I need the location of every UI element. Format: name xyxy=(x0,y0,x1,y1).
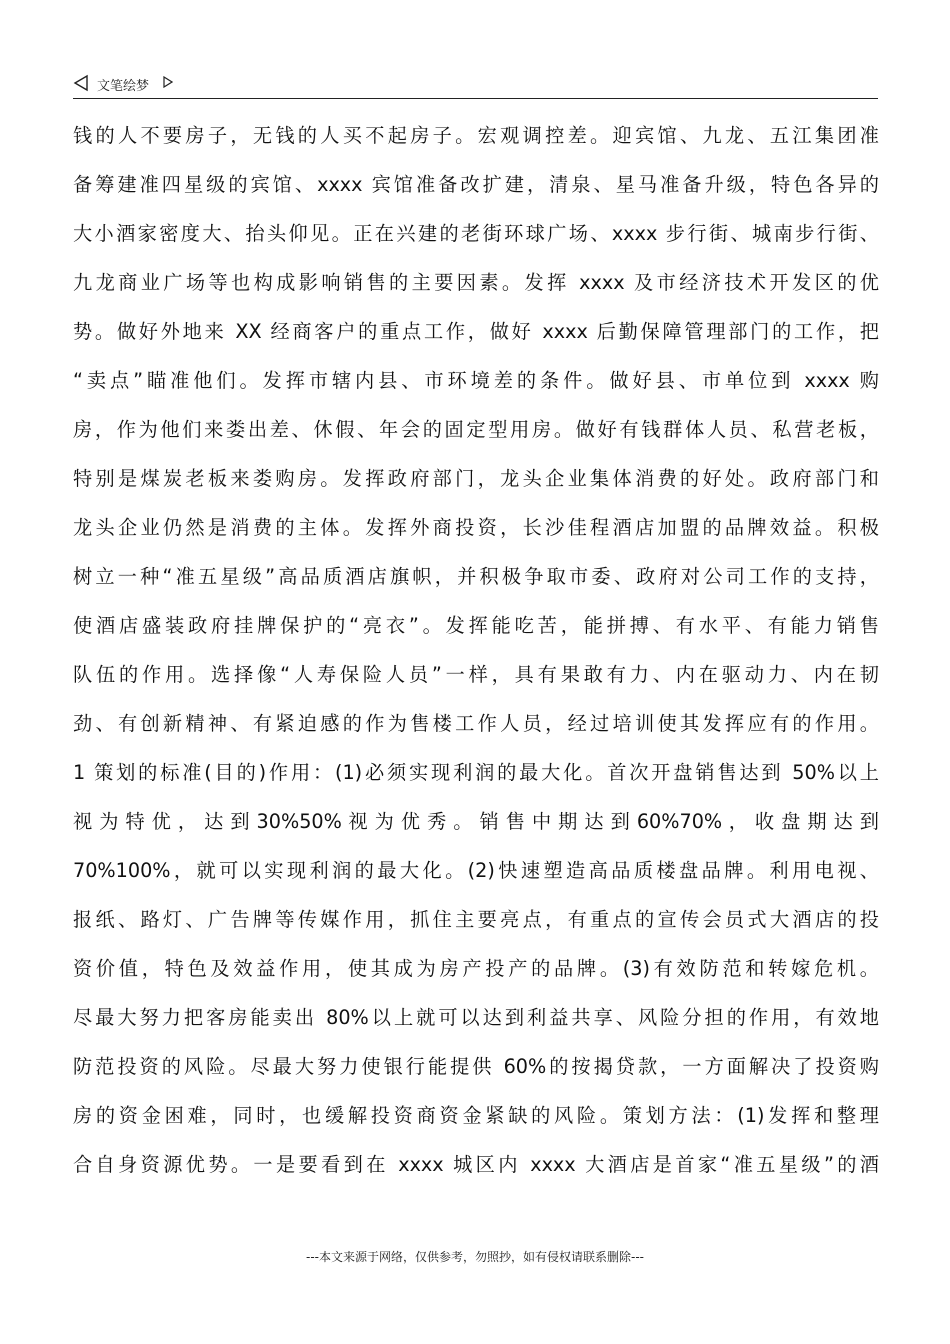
text-line: 70%100%，就可以实现利润的最大化。(2)快速塑造高品质楼盘品牌。利用电视、 xyxy=(73,859,879,882)
header-title: 文笔绘梦 xyxy=(97,79,150,94)
text-line: 1 策划的标准(目的)作用：(1)必须实现利润的最大化。首次开盘销售达到 50%以上 xyxy=(73,761,879,784)
document-body xyxy=(73,111,879,1189)
text-line: 房的资金困难，同时，也缓解投资商资金紧缺的风险。策划方法：(1)发挥和整理 xyxy=(73,1104,879,1127)
text-line: 钱的人不要房子，无钱的人买不起房子。宏观调控差。迎宾馆、九龙、五江集团准 xyxy=(73,124,879,147)
text-line: 树立一种“准五星级”高品质酒店旗帜，并积极争取市委、政府对公司工作的支持， xyxy=(73,565,879,588)
text-line: 房，作为他们来娄出差、休假、年会的固定型用房。做好有钱群体人员、私营老板， xyxy=(73,418,879,441)
text-line: 防范投资的风险。尽最大努力使银行能提供 60%的按揭贷款，一方面解决了投资购 xyxy=(73,1055,879,1078)
text-line: 大小酒家密度大、抬头仰见。正在兴建的老街环球广场、xxxx 步行街、城南步行街、 xyxy=(73,222,879,245)
text-line: 劲、有创新精神、有紧迫感的作为售楼工作人员，经过培训使其发挥应有的作用。 xyxy=(73,712,879,735)
text-line: 备筹建准四星级的宾馆、xxxx 宾馆准备改扩建，清泉、星马准备升级，特色各异的 xyxy=(73,173,879,196)
triangle-left-icon xyxy=(73,74,89,92)
text-line: 视 为 特 优 ， 达 到 30%50% 视 为 优 秀 。 销 售 中 期 达 到 60%70% ， 收 盘 期 达 到 xyxy=(73,810,879,833)
text-line: 使酒店盛装政府挂牌保护的“亮衣”。发挥能吃苦，能拼搏、有水平、有能力销售 xyxy=(73,614,879,637)
text-line: 九龙商业广场等也构成影响销售的主要因素。发挥 xxxx 及市经济技术开发区的优 xyxy=(73,271,879,294)
triangle-right-icon xyxy=(163,76,173,88)
text-line: 特别是煤炭老板来娄购房。发挥政府部门，龙头企业集体消费的好处。政府部门和 xyxy=(73,467,879,490)
text-line: 势。做好外地来 XX 经商客户的重点工作，做好 xxxx 后勤保障管理部门的工作，把 xyxy=(73,320,879,343)
text-line: 队伍的作用。选择像“人寿保险人员”一样，具有果敢有力、内在驱动力、内在韧 xyxy=(73,663,879,686)
page-header xyxy=(73,72,878,99)
text-line: 合自身资源优势。一是要看到在 xxxx 城区内 xxxx 大酒店是首家“准五星级”的酒 xyxy=(73,1153,879,1176)
page-footer: ---本文来源于网络，仅供参考，勿照抄，如有侵权请联系删除--- xyxy=(306,1250,644,1264)
text-line: “卖点”瞄准他们。发挥市辖内县、市环境差的条件。做好县、市单位到 xxxx 购 xyxy=(73,369,879,392)
text-line: 资价值，特色及效益作用，使其成为房产投产的品牌。(3)有效防范和转嫁危机。 xyxy=(73,957,879,980)
text-line: 报纸、路灯、广告牌等传媒作用，抓住主要亮点，有重点的宣传会员式大酒店的投 xyxy=(73,908,879,931)
text-line: 龙头企业仍然是消费的主体。发挥外商投资，长沙佳程酒店加盟的品牌效益。积极 xyxy=(73,516,879,539)
text-line: 尽最大努力把客房能卖出 80%以上就可以达到利益共享、风险分担的作用，有效地 xyxy=(73,1006,879,1029)
